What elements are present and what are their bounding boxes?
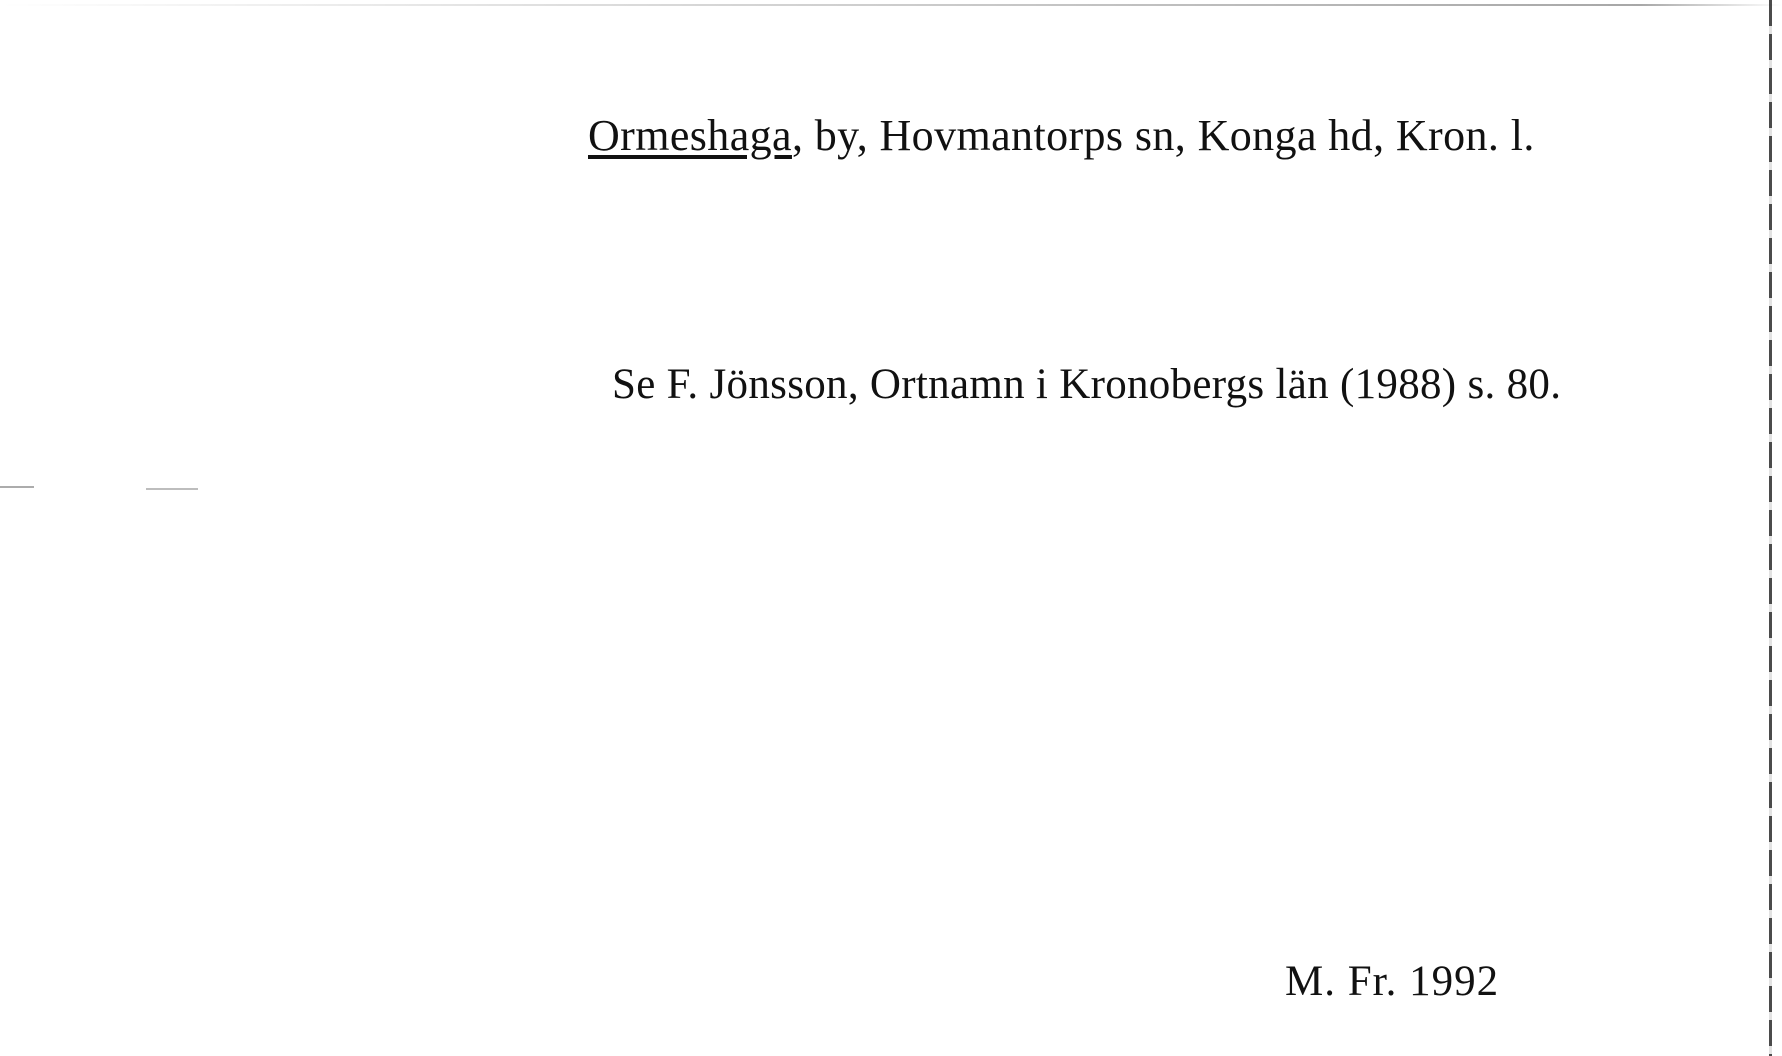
scan-edge-top-artifact <box>0 4 1782 6</box>
scan-speck-artifact-left <box>0 486 34 488</box>
reference-line: Se F. Jönsson, Ortnamn i Kronobergs län (1988) s. 80. <box>612 361 1562 408</box>
scan-edge-right-artifact <box>1769 0 1772 1056</box>
headword: Ormeshaga <box>588 111 792 160</box>
headword-qualifiers: , by, Hovmantorps sn, Konga hd, Kron. l. <box>791 111 1535 160</box>
signature-line: M. Fr. 1992 <box>1285 958 1500 1005</box>
scan-speck-artifact-center <box>146 488 198 490</box>
headword-line <box>588 108 1535 163</box>
